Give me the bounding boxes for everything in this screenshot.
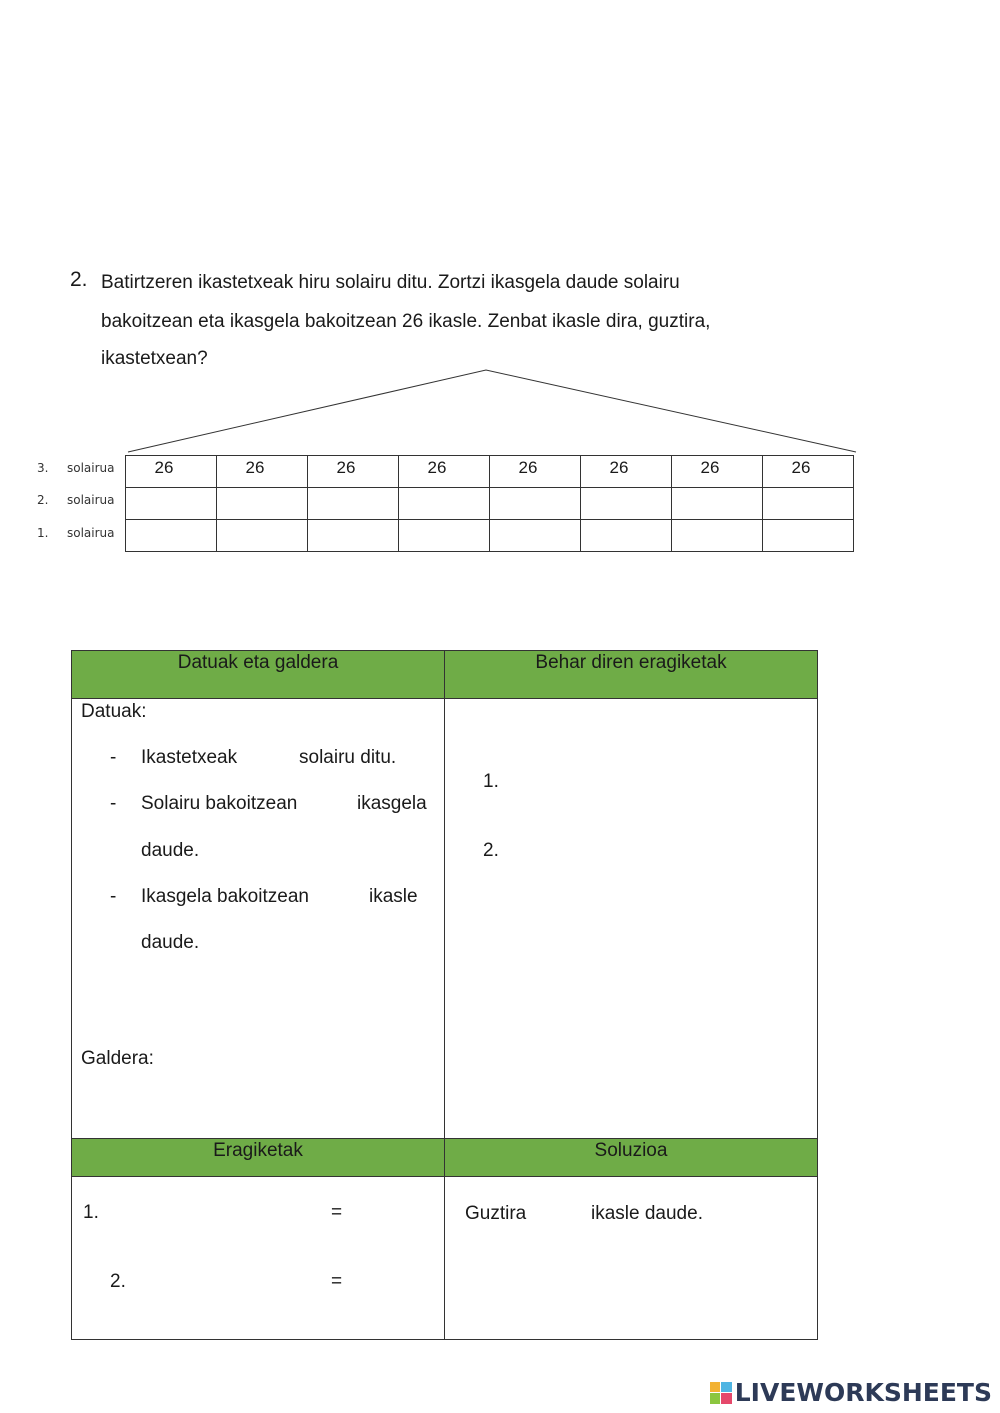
classroom-cell-value: 26 bbox=[791, 458, 811, 477]
classroom-cell bbox=[217, 456, 308, 488]
question-number: 2. bbox=[70, 268, 88, 291]
floor-2-number: 2. bbox=[37, 493, 49, 507]
classroom-cell bbox=[308, 488, 399, 520]
header-datuak-eta-galdera-label: Datuak eta galdera bbox=[177, 652, 339, 673]
logo-badge-icon bbox=[710, 1382, 732, 1404]
floor-2-label: solairua bbox=[67, 493, 115, 507]
datuak-item-2-text: Solairu bakoitzean bbox=[141, 793, 298, 814]
eragiketa-2-number: 2. bbox=[110, 1271, 126, 1292]
building-floors-grid bbox=[125, 455, 854, 552]
classroom-cell-value: 26 bbox=[154, 458, 174, 477]
header-eragiketak-label: Eragiketak bbox=[213, 1140, 303, 1161]
floor-row bbox=[126, 456, 854, 488]
classroom-cell bbox=[126, 488, 217, 520]
question-line-2: bakoitzean eta ikasgela bakoitzean 26 ikasle. Zenbat ikasle dira, guztira, bbox=[101, 311, 711, 332]
eragiketa-2-equals: = bbox=[331, 1271, 343, 1292]
classroom-cell bbox=[581, 456, 672, 488]
ops-list-item-1: 1. bbox=[483, 771, 499, 792]
datuak-item-2-dash: - bbox=[110, 793, 117, 814]
classroom-cell bbox=[672, 520, 763, 552]
galdera-label: Galdera: bbox=[81, 1048, 154, 1069]
header-behar-diren-eragiketak-label: Behar diren eragiketak bbox=[535, 652, 727, 673]
classroom-cell bbox=[217, 520, 308, 552]
question-line-3: ikastetxean? bbox=[101, 348, 208, 369]
classroom-cell bbox=[581, 488, 672, 520]
header-soluzioa-label: Soluzioa bbox=[594, 1140, 668, 1161]
datuak-item-1-text-end: solairu ditu. bbox=[299, 747, 397, 768]
header-behar-diren-eragiketak bbox=[444, 650, 818, 699]
liveworksheets-logo bbox=[710, 1378, 992, 1407]
datuak-item-3-text: Ikasgela bakoitzean bbox=[141, 886, 309, 907]
floor-row bbox=[126, 488, 854, 520]
classroom-cell-value: 26 bbox=[427, 458, 447, 477]
logo-text: LIVEWORKSHEETS bbox=[734, 1378, 992, 1407]
datuak-title: Datuak: bbox=[81, 701, 147, 722]
classroom-cell bbox=[308, 456, 399, 488]
eragiketa-1-equals: = bbox=[331, 1202, 343, 1223]
classroom-cell bbox=[399, 520, 490, 552]
classroom-cell-value: 26 bbox=[518, 458, 538, 477]
datuak-item-1-dash: - bbox=[110, 747, 117, 768]
classroom-cell bbox=[490, 520, 581, 552]
header-eragiketak bbox=[71, 1138, 445, 1177]
roof-outline bbox=[128, 370, 856, 452]
soluzioa-text-end: ikasle daude. bbox=[591, 1203, 703, 1224]
floor-row bbox=[126, 520, 854, 552]
datuak-item-3-text-end: ikasle bbox=[369, 886, 418, 907]
classroom-cell-value: 26 bbox=[609, 458, 629, 477]
classroom-cell bbox=[126, 520, 217, 552]
classroom-cell bbox=[581, 520, 672, 552]
classroom-cell bbox=[126, 456, 217, 488]
classroom-cell-value: 26 bbox=[336, 458, 356, 477]
eragiketak-cell bbox=[71, 1176, 445, 1340]
eragiketak-list-cell bbox=[444, 698, 818, 1139]
classroom-cell bbox=[490, 456, 581, 488]
soluzioa-text-start: Guztira bbox=[465, 1203, 527, 1224]
floor-1-number: 1. bbox=[37, 526, 49, 540]
datuak-item-2-continuation: daude. bbox=[141, 840, 200, 861]
classroom-cell-value: 26 bbox=[700, 458, 720, 477]
floor-1-label: solairua bbox=[67, 526, 115, 540]
floor-3-number: 3. bbox=[37, 461, 49, 475]
classroom-cell bbox=[672, 488, 763, 520]
classroom-cell bbox=[763, 488, 854, 520]
classroom-cell bbox=[763, 520, 854, 552]
classroom-cell bbox=[399, 456, 490, 488]
eragiketa-1-number: 1. bbox=[83, 1202, 99, 1223]
classroom-cell bbox=[672, 456, 763, 488]
classroom-cell bbox=[399, 488, 490, 520]
datuak-item-1-text: Ikastetxeak bbox=[141, 747, 238, 768]
classroom-cell bbox=[490, 488, 581, 520]
soluzioa-cell bbox=[444, 1176, 818, 1340]
datuak-item-3-dash: - bbox=[110, 886, 117, 907]
classroom-cell bbox=[217, 488, 308, 520]
classroom-cell bbox=[308, 520, 399, 552]
header-datuak-eta-galdera bbox=[71, 650, 445, 699]
datuak-item-3-continuation: daude. bbox=[141, 932, 200, 953]
datuak-item-2-text-end: ikasgela bbox=[357, 793, 427, 814]
floor-3-label: solairua bbox=[67, 461, 115, 475]
ops-list-item-2: 2. bbox=[483, 840, 499, 861]
question-line-1: Batirtzeren ikastetxeak hiru solairu ditu. Zortzi ikasgela daude solairu bbox=[101, 272, 680, 293]
classroom-cell bbox=[763, 456, 854, 488]
classroom-cell-value: 26 bbox=[245, 458, 265, 477]
header-soluzioa bbox=[444, 1138, 818, 1177]
